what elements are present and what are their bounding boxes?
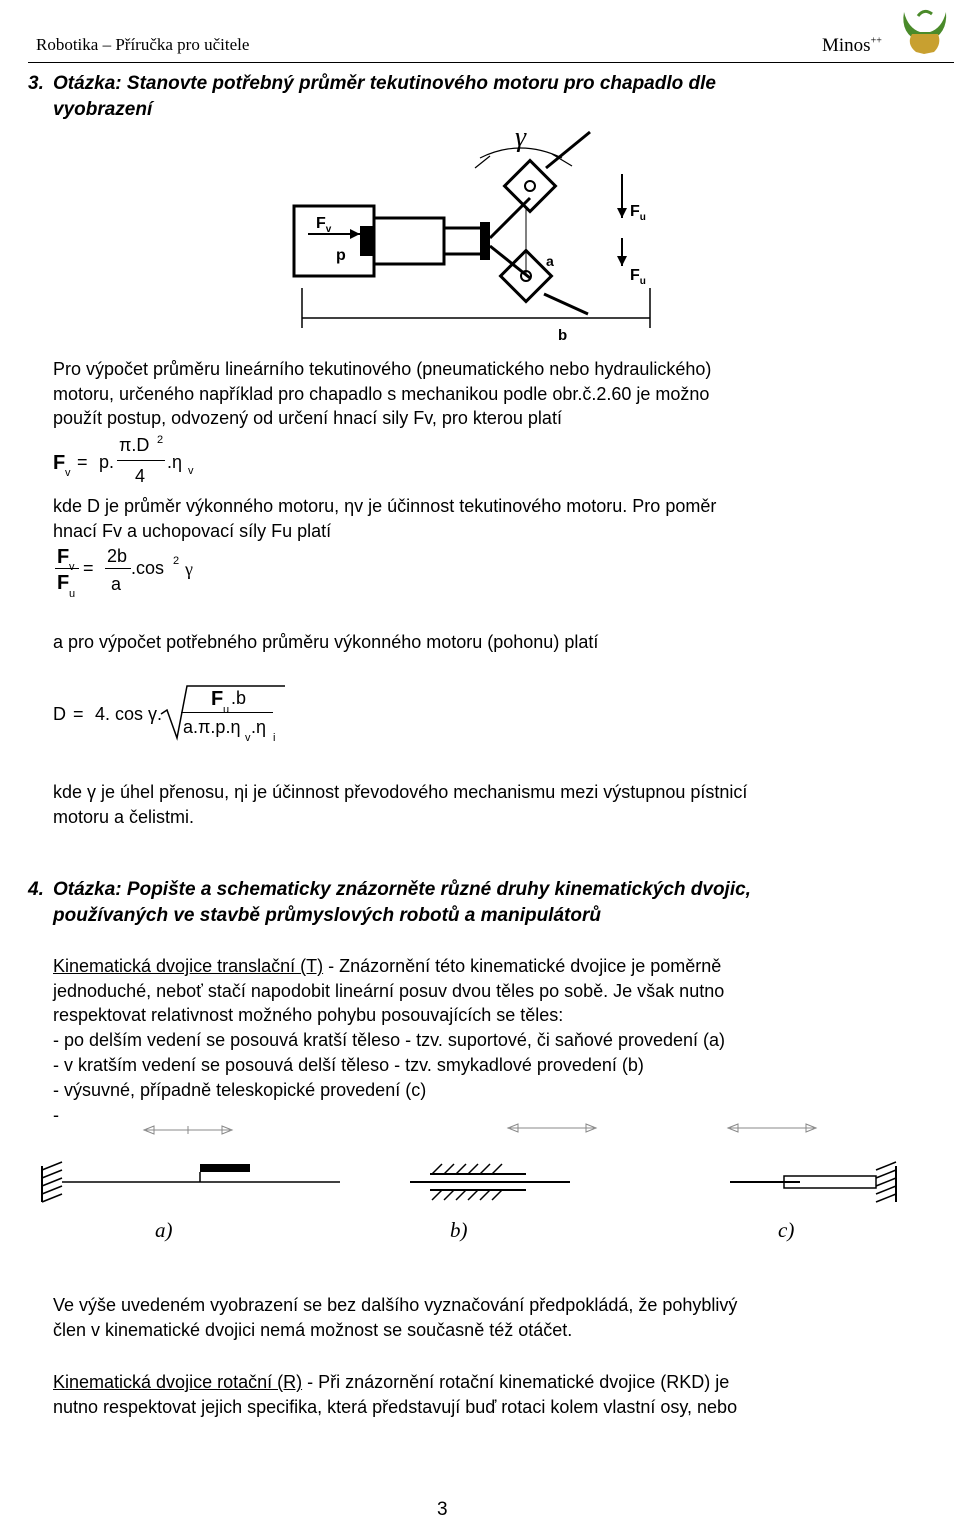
pair-c-diagram: [728, 1124, 896, 1202]
translation-pairs-figure: [40, 1120, 920, 1230]
q3-para1-line3: použít postup, odvozený od určení hnací sily Fv, pro kterou platí: [53, 408, 562, 428]
brand-text: Minos: [822, 35, 871, 56]
q4-trans-line1: Kinematická dvojice translační (T) - Znázornění této kinematické dvojice je poměrně: [53, 956, 722, 976]
equation-fv: F v = p. π.D 2 4 .η v: [53, 434, 194, 486]
q3-para1-line2: motoru, určeného například pro chapadlo s mechanikou podle obr.č.2.60 je možno: [53, 384, 710, 404]
q3-para4-line1: kde γ je úhel přenosu, ηi je účinnost převodového mechanismu mezi výstupnou pístnicí: [53, 782, 748, 802]
q4-title-line1: Otázka: Popište a schematicky znázorněte různé druhy kinematických dvojic,: [53, 879, 751, 900]
header-title: Robotika – Příručka pro učitele: [36, 35, 250, 54]
fig-fv-label: $F_v$: [316, 215, 332, 235]
caption-c: c): [778, 1218, 795, 1242]
bullet-empty: -: [53, 1105, 59, 1125]
q3-para3: a pro výpočet potřebného průměru výkonného motoru (pohonu) platí: [53, 632, 599, 652]
equation-diameter: D = 4. cos γ. F u .b a.π.p.η v .η i: [53, 684, 313, 744]
q4-trans-line2: jednoduché, neboť stačí napodobit lineární posuv dvou těles po sobě. Je však nutno: [53, 981, 725, 1001]
fig-gamma-label: γ: [515, 122, 527, 153]
bullet-smykadlo: - v kratším vedení se posouvá delší těleso - tzv. smykadlové provedení (b): [53, 1055, 644, 1075]
q4-para5-line1: Ve výše uvedeném vyobrazení se bez dalšího vyznačování předpokládá, že pohyblivý: [53, 1295, 738, 1315]
q3-para2-line2: hnací Fv a uchopovací síly Fu platí: [53, 521, 332, 541]
rotation-pair-term: Kinematická dvojice rotační (R): [53, 1372, 303, 1392]
q4-title: [28, 877, 928, 903]
bullet-telescopic: - výsuvné, případně teleskopické provedení (c): [53, 1080, 427, 1100]
q3-title-line2: vyobrazení: [53, 99, 153, 120]
minos-logo: [898, 4, 956, 64]
q4-trans-line3: respektovat relativnost možného pohybu posouvajících se těles:: [53, 1005, 564, 1025]
brand-sup: ++: [870, 35, 882, 47]
fig-a-label: a: [546, 253, 554, 269]
q3-para4-line2: motoru a čelistmi.: [53, 807, 195, 827]
fraction-bar: [117, 460, 165, 461]
fig-b-label: b: [558, 327, 568, 344]
q3-title-line1: Otázka: Stanovte potřebný průměr tekutinového motoru pro chapadlo dle: [53, 73, 716, 94]
q4-title-line2: používaných ve stavbě průmyslových robotů a manipulátorů: [53, 905, 601, 926]
translation-pair-term: Kinematická dvojice translační (T): [53, 956, 324, 976]
header-brand: [822, 35, 882, 57]
caption-b: b): [450, 1218, 468, 1242]
pair-b-diagram: [410, 1124, 596, 1200]
pair-a-diagram: [42, 1126, 340, 1202]
fig-fu-label-bottom: $F_u$: [630, 267, 646, 287]
q4-number: 4.: [28, 879, 44, 900]
q3-para1-line1: Pro výpočet průměru lineárního tekutinového (pneumatického nebo hydraulického): [53, 359, 712, 379]
caption-a: a): [155, 1218, 173, 1242]
q3-title: [28, 71, 928, 97]
q4-rot-line2: nutno respektovat jejich specifika, která představují buď rotaci kolem vlastní osy, nebo: [53, 1397, 738, 1417]
q3-para2-line1: kde D je průměr výkonného motoru, ηv je účinnost tekutinového motoru. Pro poměr: [53, 496, 717, 516]
header-rule: [28, 62, 954, 63]
fig-p-label: p: [336, 247, 346, 264]
equation-ratio: F v F u = 2b a .cos 2 γ: [57, 546, 193, 600]
q4-rot-line1: Kinematická dvojice rotační (R) - Při znázornění rotační kinematické dvojice (RKD) je: [53, 1372, 730, 1392]
page-number: 3: [437, 1499, 448, 1520]
q4-para5-line2: člen v kinematické dvojici nemá možnost se současně též otáčet.: [53, 1320, 573, 1340]
fig-fu-label-top: $F_u$: [630, 203, 646, 223]
q3-number: 3.: [28, 73, 44, 94]
bullet-suport: - po delším vedení se posouvá kratší těleso - tzv. suportové, či saňové provedení (a): [53, 1030, 726, 1050]
gripper-figure: [290, 118, 660, 344]
